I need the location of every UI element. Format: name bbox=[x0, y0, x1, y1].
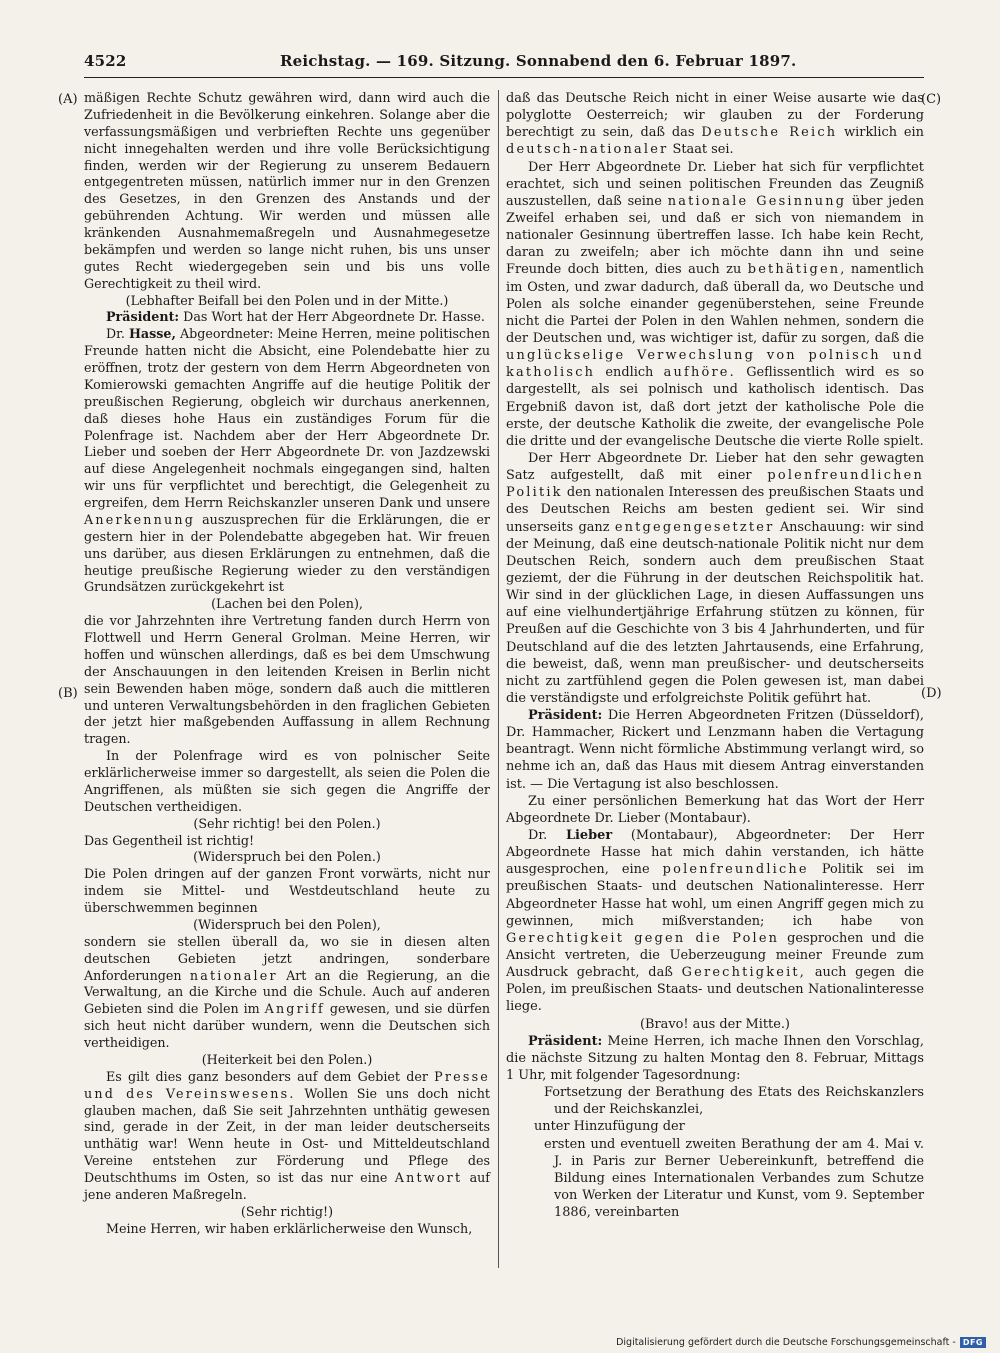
spaced-text: nationaler bbox=[189, 967, 278, 983]
speech-text: Der Herr Abgeordnete Dr. Lieber hat sich für verpflichtet erachtet, sich und seinen politischen Freunden das Zeugniß auszustellen, daß seine bbox=[506, 159, 924, 209]
speech-text: über jeden Zweifel erhaben sei, und daß er sich von niemandem in nationaler Gesinnung übertreffen lasse. Ich habe kein Recht, daran zu zweifeln; aber ich möchte dann ihn und seine Freunde doch bitten, dies auch zu bbox=[506, 193, 924, 278]
spaced-text: Anerkennung bbox=[84, 511, 196, 527]
speech-text: Politik sei im preußischen Staats- und deutschen Nationalinteresse. Herr Abgeordneter Hasse hat wohl, um einen Angriff gegen mich zu gewinnen, mich mißverstanden; ich habe von bbox=[506, 862, 924, 929]
margin-marker-c: (C) bbox=[921, 92, 942, 107]
speech-text: auszusprechen für die Erklärungen, die er gestern hier in der Polendebatte abgegeben hat. Wir freuen uns darüber, aus diesen Erklärungen zu entnehmen, daß die heutige preußische Regierung wieder zu den verständigen Grundsätzen zurückgekehrt ist bbox=[84, 511, 490, 595]
interjection: (Widerspruch bei den Polen), bbox=[193, 916, 381, 932]
speech-text: gewesen, und sie dürfen sich heut nicht darüber wundern, wenn die Deutschen sich vertheidigen. bbox=[84, 1001, 490, 1050]
right-column bbox=[506, 90, 924, 1221]
spaced-text: Deutsche Reich bbox=[701, 125, 838, 141]
paragraph bbox=[84, 934, 490, 1052]
agenda-item: Fortsetzung der Berathung des Etats des Reichskanzlers und der Reichskanzlei, bbox=[544, 1085, 924, 1118]
paragraph: mäßigen Rechte Schutz gewähren wird, dann wird auch die Zufriedenheit in die Bevölkerung einkehren. Solange aber die verfassungsmäßigen und verbrieften Rechte uns gegenüber nicht innegehalten werden und ihre volle Berücksichtigung finden, werden wir der Regierung zu unserem Bedauern entgegentreten müssen, natürlich immer nur in den Grenzen des Gesetzes, in den Grenzen des Anstands und der gebührenden Achtung. Wir werden und müssen alle kränkenden Ausnahmemaßregeln und Ausnahmegesetze bekämpfen und werden so lange nicht ruhen, bis uns unser gutes Recht wiedergegeben sein und bis uns volle Gerechtigkeit zu theil wird. bbox=[84, 90, 490, 291]
agenda-item: ersten und eventuell zweiten Berathung der am 4. Mai v. J. in Paris zur Berner Uebereinkunft, betreffend die Bildung eines Internationalen Verbandes zum Schutze von Werken der Literatur und Kunst, vom 9. September 1886, vereinbarten bbox=[544, 1136, 924, 1221]
speech-text: Wollen Sie uns doch nicht glauben machen, daß Sie seit Jahrzehnten unthätig gewesen sind, gerade in der Zeit, in der man leider deutscherseits unthätig war! Wenn heute in Ost- und Mitteldeutschland Vereine entstehen zur Förderung und Pflege des Deutschthums im Osten, so ist das nur eine bbox=[84, 1085, 490, 1185]
speech-text: sondern sie stellen überall da, wo sie in diesen alten deutschen Gebieten jetzt andringen, sonderbare Anforderungen bbox=[84, 933, 490, 983]
footer-credit bbox=[616, 1335, 986, 1349]
dfg-logo: DFG bbox=[960, 1337, 986, 1348]
speech-text: Der Herr Abgeordnete Dr. Lieber hat den sehr gewagten Satz aufgestellt, daß mit einer bbox=[506, 450, 924, 484]
paragraph: In der Polenfrage wird es von polnischer Seite erklärlicherweise immer so dargestellt, als seien die Polen die Angriffenen, als müßten sie sich gegen die Angriffe der Deutschen vertheidigen. bbox=[84, 748, 490, 814]
margin-marker-b: (B) bbox=[58, 686, 78, 701]
speech-text: Geflissentlich wird es so dargestellt, als sei polnisch und katholisch identisch. Das Ergebniß davon ist, daß dort jetzt der katholische Pole die erste, der deutsche Katholik die zweite, der evangelische Pole die dritte und der evangelische Deutsche die vierte Rolle spielt. bbox=[506, 365, 924, 449]
paragraph bbox=[506, 827, 924, 1016]
spaced-text: Gerechtigkeit, bbox=[681, 965, 807, 981]
speech-text: Das Wort hat der Herr Abgeordnete Dr. Hasse. bbox=[179, 309, 485, 325]
speech-text: daß das Deutsche Reich nicht in einer Weise ausarte wie das polyglotte Oesterreich; wir glauben zu der Forderung berechtigt zu sein, daß das bbox=[506, 91, 924, 141]
spaced-text: polenfreundlichen Politik bbox=[506, 468, 924, 501]
spaced-text: entgegengesetzter bbox=[614, 519, 775, 535]
speech-text: auch gegen die Polen, im preußischen Staats- und deutschen Nationalinteresse liege. bbox=[506, 965, 924, 1015]
spaced-text: Antwort bbox=[394, 1170, 463, 1185]
spaced-text: nationale Gesinnung bbox=[667, 193, 847, 209]
speech-text: (Montabaur), Abgeordneter: Der Herr Abgeordnete Hasse hat mich dahin verstanden, ich hätte ausgesprochen, eine bbox=[506, 828, 924, 878]
spaced-text: deutsch-nationaler bbox=[506, 142, 669, 158]
paragraph bbox=[506, 159, 924, 450]
speaker-title: Dr. bbox=[528, 828, 566, 844]
spaced-text: aufhöre. bbox=[663, 365, 736, 381]
paragraph bbox=[506, 450, 924, 707]
margin-marker-d: (D) bbox=[921, 686, 942, 701]
paragraph: Meine Herren, wir haben erklärlicherweise den Wunsch, bbox=[106, 1220, 473, 1236]
speech-text: Staat sei. bbox=[668, 142, 734, 158]
speech-text: Anschauung: wir sind der Meinung, daß eine deutsch-nationale Politik nicht nur dem Deutschen Reich, sondern auch dem preußischen Staat geziemt, der die Führung in der deutschen Reichspolitik hat. Wir sind in der glücklichen Lage, in diesen Auffassungen uns auf eine vielhundertjährige Erfahrung stützen zu können, für Preußen auf die Geschichte von 3 bis 4 Jahrhunderten, und für Deutschland auf die des letzten Jahrtausends, eine Erfahrung, die beweist, daß, wenn man preußischer- und deutscherseits nicht zu zartfühlend gegen die Polen gewesen ist, man dabei die verständigste und erfolgreichste Politik geführt hat. bbox=[506, 519, 924, 706]
speaker-name: Präsident: bbox=[106, 309, 180, 325]
interjection: (Heiterkeit bei den Polen.) bbox=[201, 1051, 373, 1067]
paragraph bbox=[84, 326, 490, 596]
speaker-name: Lieber bbox=[565, 828, 613, 844]
interjection: (Widerspruch bei den Polen.) bbox=[193, 849, 381, 865]
speaker-name: Präsident: bbox=[528, 708, 603, 724]
interjection: (Sehr richtig! bei den Polen.) bbox=[193, 815, 381, 831]
interjection: (Lebhafter Beifall bei den Polen und in der Mitte.) bbox=[125, 292, 449, 308]
spaced-text: Presse und des Vereinswesens. bbox=[84, 1068, 490, 1101]
speech-text: endlich bbox=[595, 365, 664, 381]
spaced-text: bethätigen bbox=[747, 262, 841, 278]
speech-text: gesprochen und die Ansicht vertreten, die Ueberzeugung meiner Freunde zum Ausdruck gebracht, daß bbox=[506, 930, 924, 981]
paragraph: die vor Jahrzehnten ihre Vertretung fanden durch Herrn von Flottwell und Herrn General Grolman. Meine Herren, wir hoffen und wünschen allerdings, daß es bei dem Umschwung der Anschauungen in den leitenden Kreisen in Berlin nicht sein Bewenden haben möge, sondern daß auch die mittleren und unteren Verwaltungsbehörden in den fraglichen Gebieten der jetzt hier maßgebenden Auffassung in allem Rechnung tragen. bbox=[84, 613, 490, 747]
speech-text: wirklich ein bbox=[837, 125, 924, 141]
speech-text: Abgeordneter: Meine Herren, meine politischen Freunde hatten nicht die Absicht, eine Polendebatte hier zu eröffnen, trotz der gestern von dem Herrn Abgeordneten von Komierowski gemachten Angriffe auf die heutige Politik der preußischen Regierung, obgleich wir durchaus anerkennen, daß dieses hohe Haus ein zuständiges Forum für die Polenfrage ist. Nachdem aber der Herr Abgeordnete Dr. Lieber und soeben der Herr Abgeordnete Dr. von Jazdzewski auf diese Angelegenheit nochmals eingegangen sind, halten wir uns für verpflichtet und berechtigt, die Gelegenheit zu ergreifen, dem Herrn Reichskanzler unseren Dank und unsere bbox=[84, 326, 490, 510]
footer-text: Digitalisierung gefördert durch die Deutsche Forschungsgemeinschaft - bbox=[616, 1336, 956, 1348]
paragraph: Zu einer persönlichen Bemerkung hat das Wort der Herr Abgeordnete Dr. Lieber (Montabaur). bbox=[506, 793, 924, 826]
page-header bbox=[84, 52, 924, 74]
paragraph: Das Gegentheil ist richtig! bbox=[84, 832, 255, 848]
left-column bbox=[84, 90, 490, 1238]
paragraph bbox=[84, 1069, 490, 1204]
speaker-name: Hasse, bbox=[128, 326, 176, 342]
speaker-title: Dr. bbox=[106, 326, 129, 342]
interjection: (Sehr richtig!) bbox=[240, 1203, 334, 1219]
spaced-text: polenfreundliche bbox=[662, 862, 809, 878]
speech-text: Die Herren Abgeordneten Fritzen (Düsseldorf), Dr. Hammacher, Rickert und Lenzmann haben die Vertagung beantragt. Wenn nicht förmliche Abstimmung verlangt wird, so nehme ich an, daß das Haus mit diesem Antrag einverstanden ist. — Die Vertagung ist also beschlossen. bbox=[506, 708, 924, 792]
speech-text: den nationalen Interessen des preußischen Staats und des Deutschen Reichs am besten gedient sei. Wir sind unserseits ganz bbox=[506, 485, 924, 535]
spaced-text: unglückselige Verwechslung von polnisch und katholisch bbox=[506, 348, 924, 381]
page-number: 4522 bbox=[84, 52, 127, 70]
speaker-name: Präsident: bbox=[528, 1033, 603, 1049]
paragraph bbox=[506, 90, 924, 159]
spaced-text: Gerechtigkeit gegen die Polen bbox=[506, 930, 780, 946]
page-title: Reichstag. — 169. Sitzung. Sonnabend den 6. Februar 1897. bbox=[280, 52, 797, 70]
header-rule bbox=[84, 77, 924, 78]
speech-text: auf jene anderen Maßregeln. bbox=[84, 1170, 490, 1202]
column-separator bbox=[498, 90, 499, 1268]
interjection: (Lachen bei den Polen), bbox=[211, 596, 363, 612]
interjection: (Bravo! aus der Mitte.) bbox=[640, 1016, 790, 1032]
speech-text: Es gilt dies ganz besonders auf dem Gebiet der bbox=[106, 1068, 435, 1084]
spaced-text: Angriff bbox=[264, 1001, 325, 1017]
paragraph: Die Polen dringen auf der ganzen Front vorwärts, nicht nur indem sie Mittel- und Westdeutschland heute zu überschwemmen beginnen bbox=[84, 866, 490, 915]
paragraph bbox=[506, 1033, 924, 1084]
agenda-item: unter Hinzufügung der bbox=[534, 1119, 685, 1135]
margin-marker-a: (A) bbox=[58, 92, 78, 107]
paragraph bbox=[506, 707, 924, 793]
speech-text: Meine Herren, ich mache Ihnen den Vorschlag, die nächste Sitzung zu halten Montag den 8. Februar, Mittags 1 Uhr, mit folgender Tagesordnung: bbox=[506, 1033, 924, 1084]
speech-text: Art an die Regierung, an die Verwaltung, an die Kirche und die Schule. Auch auf anderen Gebieten sind die Polen im bbox=[84, 967, 491, 1017]
paragraph bbox=[84, 309, 490, 326]
speech-text: , namentlich im Osten, und zwar dadurch, daß überall da, wo Deutsche und Polen als solche einander gegenüberstehen, seine Freunde nicht die Partei der Polen in den Wahlen nehmen, sondern die der Deutschen und, was wichtiger ist, dafür zu sorgen, daß die bbox=[506, 262, 924, 346]
